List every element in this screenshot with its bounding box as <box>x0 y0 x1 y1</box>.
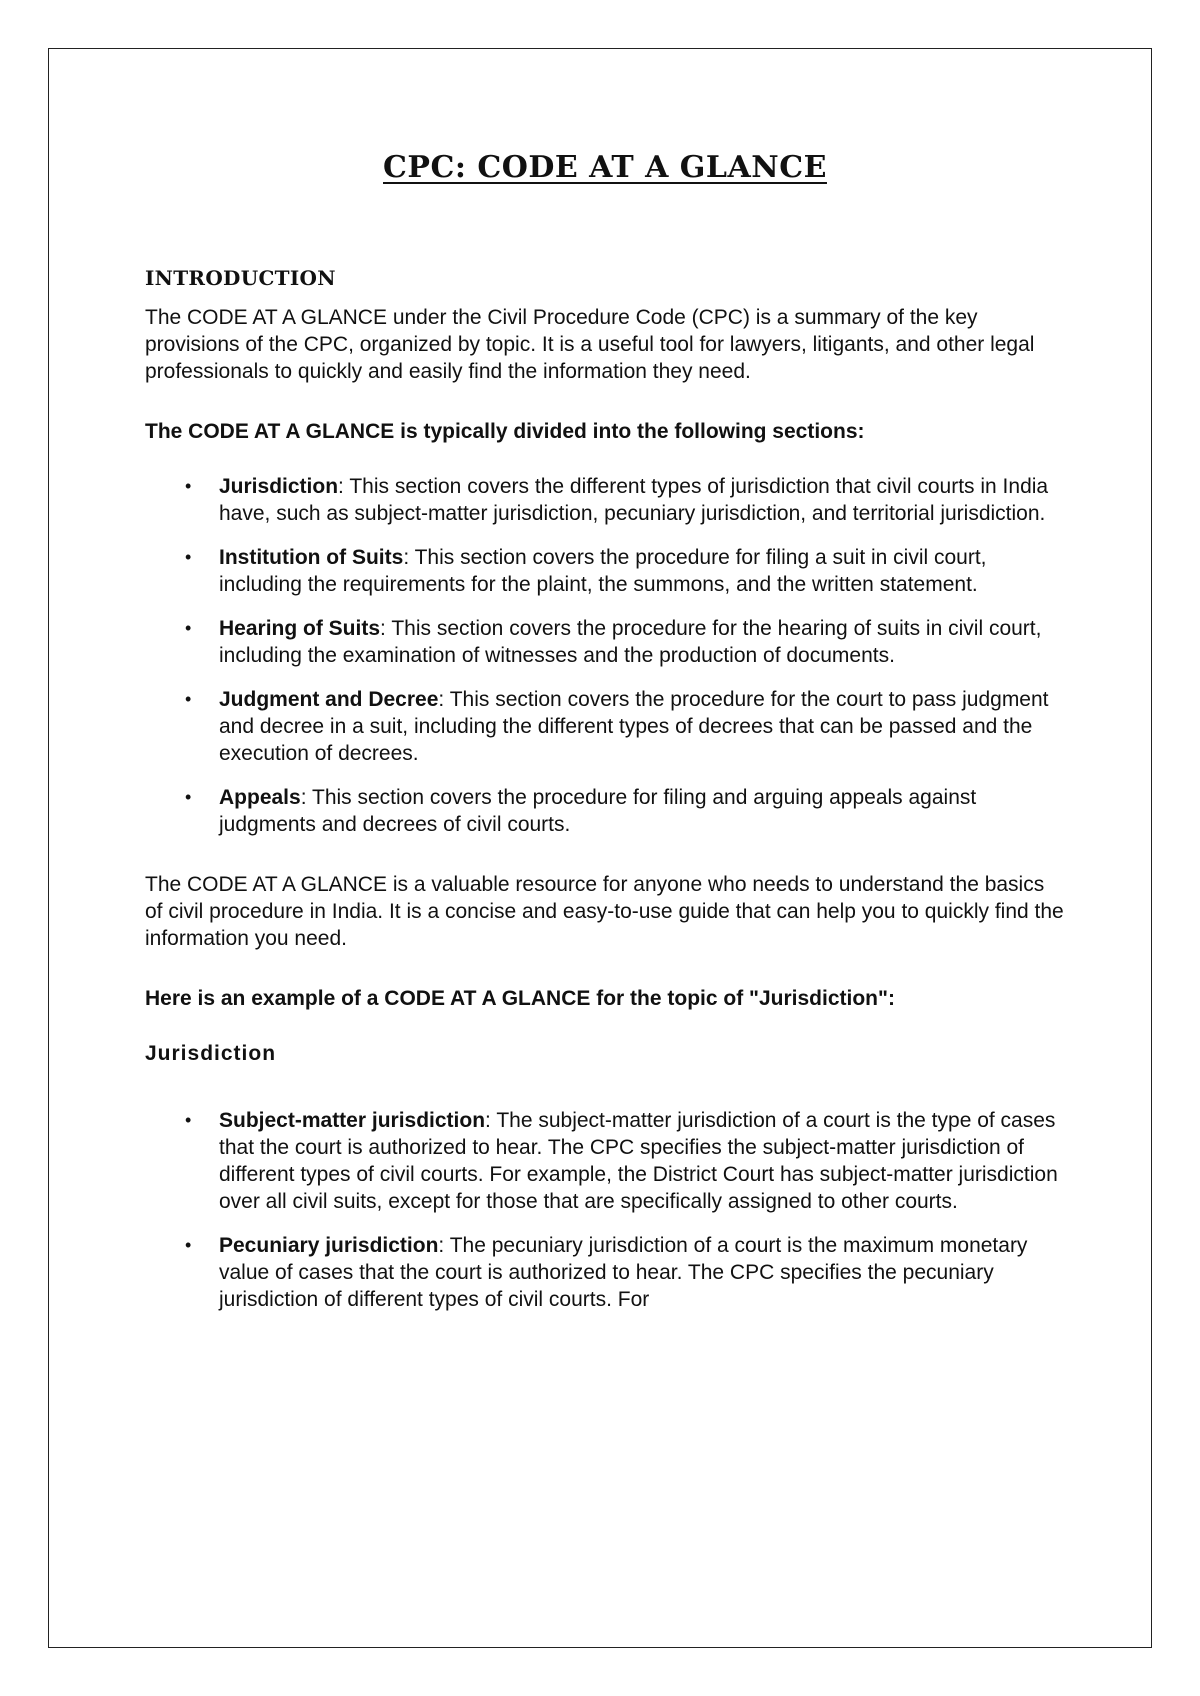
list-item-text: : The pecuniary jurisdiction of a court is the maximum monetary value of cases that the court is authorized to hear. The CPC specifies the pecuniary jurisdiction of different types of civil courts. For <box>219 1234 1028 1311</box>
bullet-icon: • <box>185 787 192 807</box>
bullet-icon: • <box>185 476 192 496</box>
list-item <box>145 686 1065 767</box>
list-item-term: Subject-matter jurisdiction <box>219 1109 486 1132</box>
list-item <box>145 615 1065 669</box>
list-item-term: Judgment and Decree <box>219 688 439 711</box>
list-item-term: Appeals <box>219 786 301 809</box>
sections-lead: The CODE AT A GLANCE is typically divided into the following sections: <box>145 420 865 443</box>
bullet-icon: • <box>185 689 192 709</box>
list-item-text: : This section covers the procedure for filing a suit in civil court, including the requirements for the plaint, the summons, and the written statement. <box>219 546 987 596</box>
jurisdiction-list <box>145 1107 1065 1313</box>
page-title: CPC: CODE AT A GLANCE <box>383 150 827 185</box>
document-body <box>145 150 1065 1346</box>
list-item-text: : The subject-matter jurisdiction of a court is the type of cases that the court is authorized to hear. The CPC specifies the subject-matter jurisdiction of different types of civil courts. For example, the District Court has subject-matter jurisdiction over all civil suits, except for those that are specifically assigned to other courts. <box>219 1109 1058 1213</box>
list-item <box>145 544 1065 598</box>
example-lead: Here is an example of a CODE AT A GLANCE for the topic of "Jurisdiction": <box>145 987 895 1010</box>
list-item <box>145 784 1065 838</box>
list-item-term: Institution of Suits <box>219 546 404 569</box>
list-item <box>145 473 1065 527</box>
bullet-icon: • <box>185 547 192 567</box>
list-item <box>145 1232 1065 1313</box>
list-item-text: : This section covers the procedure for the hearing of suits in civil court, including the examination of witnesses and the production of documents. <box>219 617 1042 667</box>
jurisdiction-heading: Jurisdiction <box>145 1042 277 1065</box>
sections-list <box>145 473 1065 838</box>
introduction-heading: INTRODUCTION <box>145 266 336 290</box>
bullet-icon: • <box>185 1235 192 1255</box>
list-item-term: Hearing of Suits <box>219 617 381 640</box>
list-item-term: Pecuniary jurisdiction <box>219 1234 439 1257</box>
bullet-icon: • <box>185 618 192 638</box>
bullet-icon: • <box>185 1110 192 1130</box>
list-item-term: Jurisdiction <box>219 475 339 498</box>
list-item-text: : This section covers the procedure for the court to pass judgment and decree in a suit, including the different types of decrees that can be passed and the execution of decrees. <box>219 688 1049 765</box>
list-item-text: : This section covers the different types of jurisdiction that civil courts in India have, such as subject-matter jurisdiction, pecuniary jurisdiction, and territorial jurisdiction. <box>219 475 1049 525</box>
closing-paragraph: The CODE AT A GLANCE is a valuable resource for anyone who needs to understand the basics of civil procedure in India. It is a concise and easy-to-use guide that can help you to quickly find the information you need. <box>145 873 1064 950</box>
list-item-text: : This section covers the procedure for filing and arguing appeals against judgments and decrees of civil courts. <box>219 786 977 836</box>
list-item <box>145 1107 1065 1215</box>
intro-paragraph: The CODE AT A GLANCE under the Civil Procedure Code (CPC) is a summary of the key provisions of the CPC, organized by topic. It is a useful tool for lawyers, litigants, and other legal professionals to quickly and easily find the information they need. <box>145 306 1035 383</box>
